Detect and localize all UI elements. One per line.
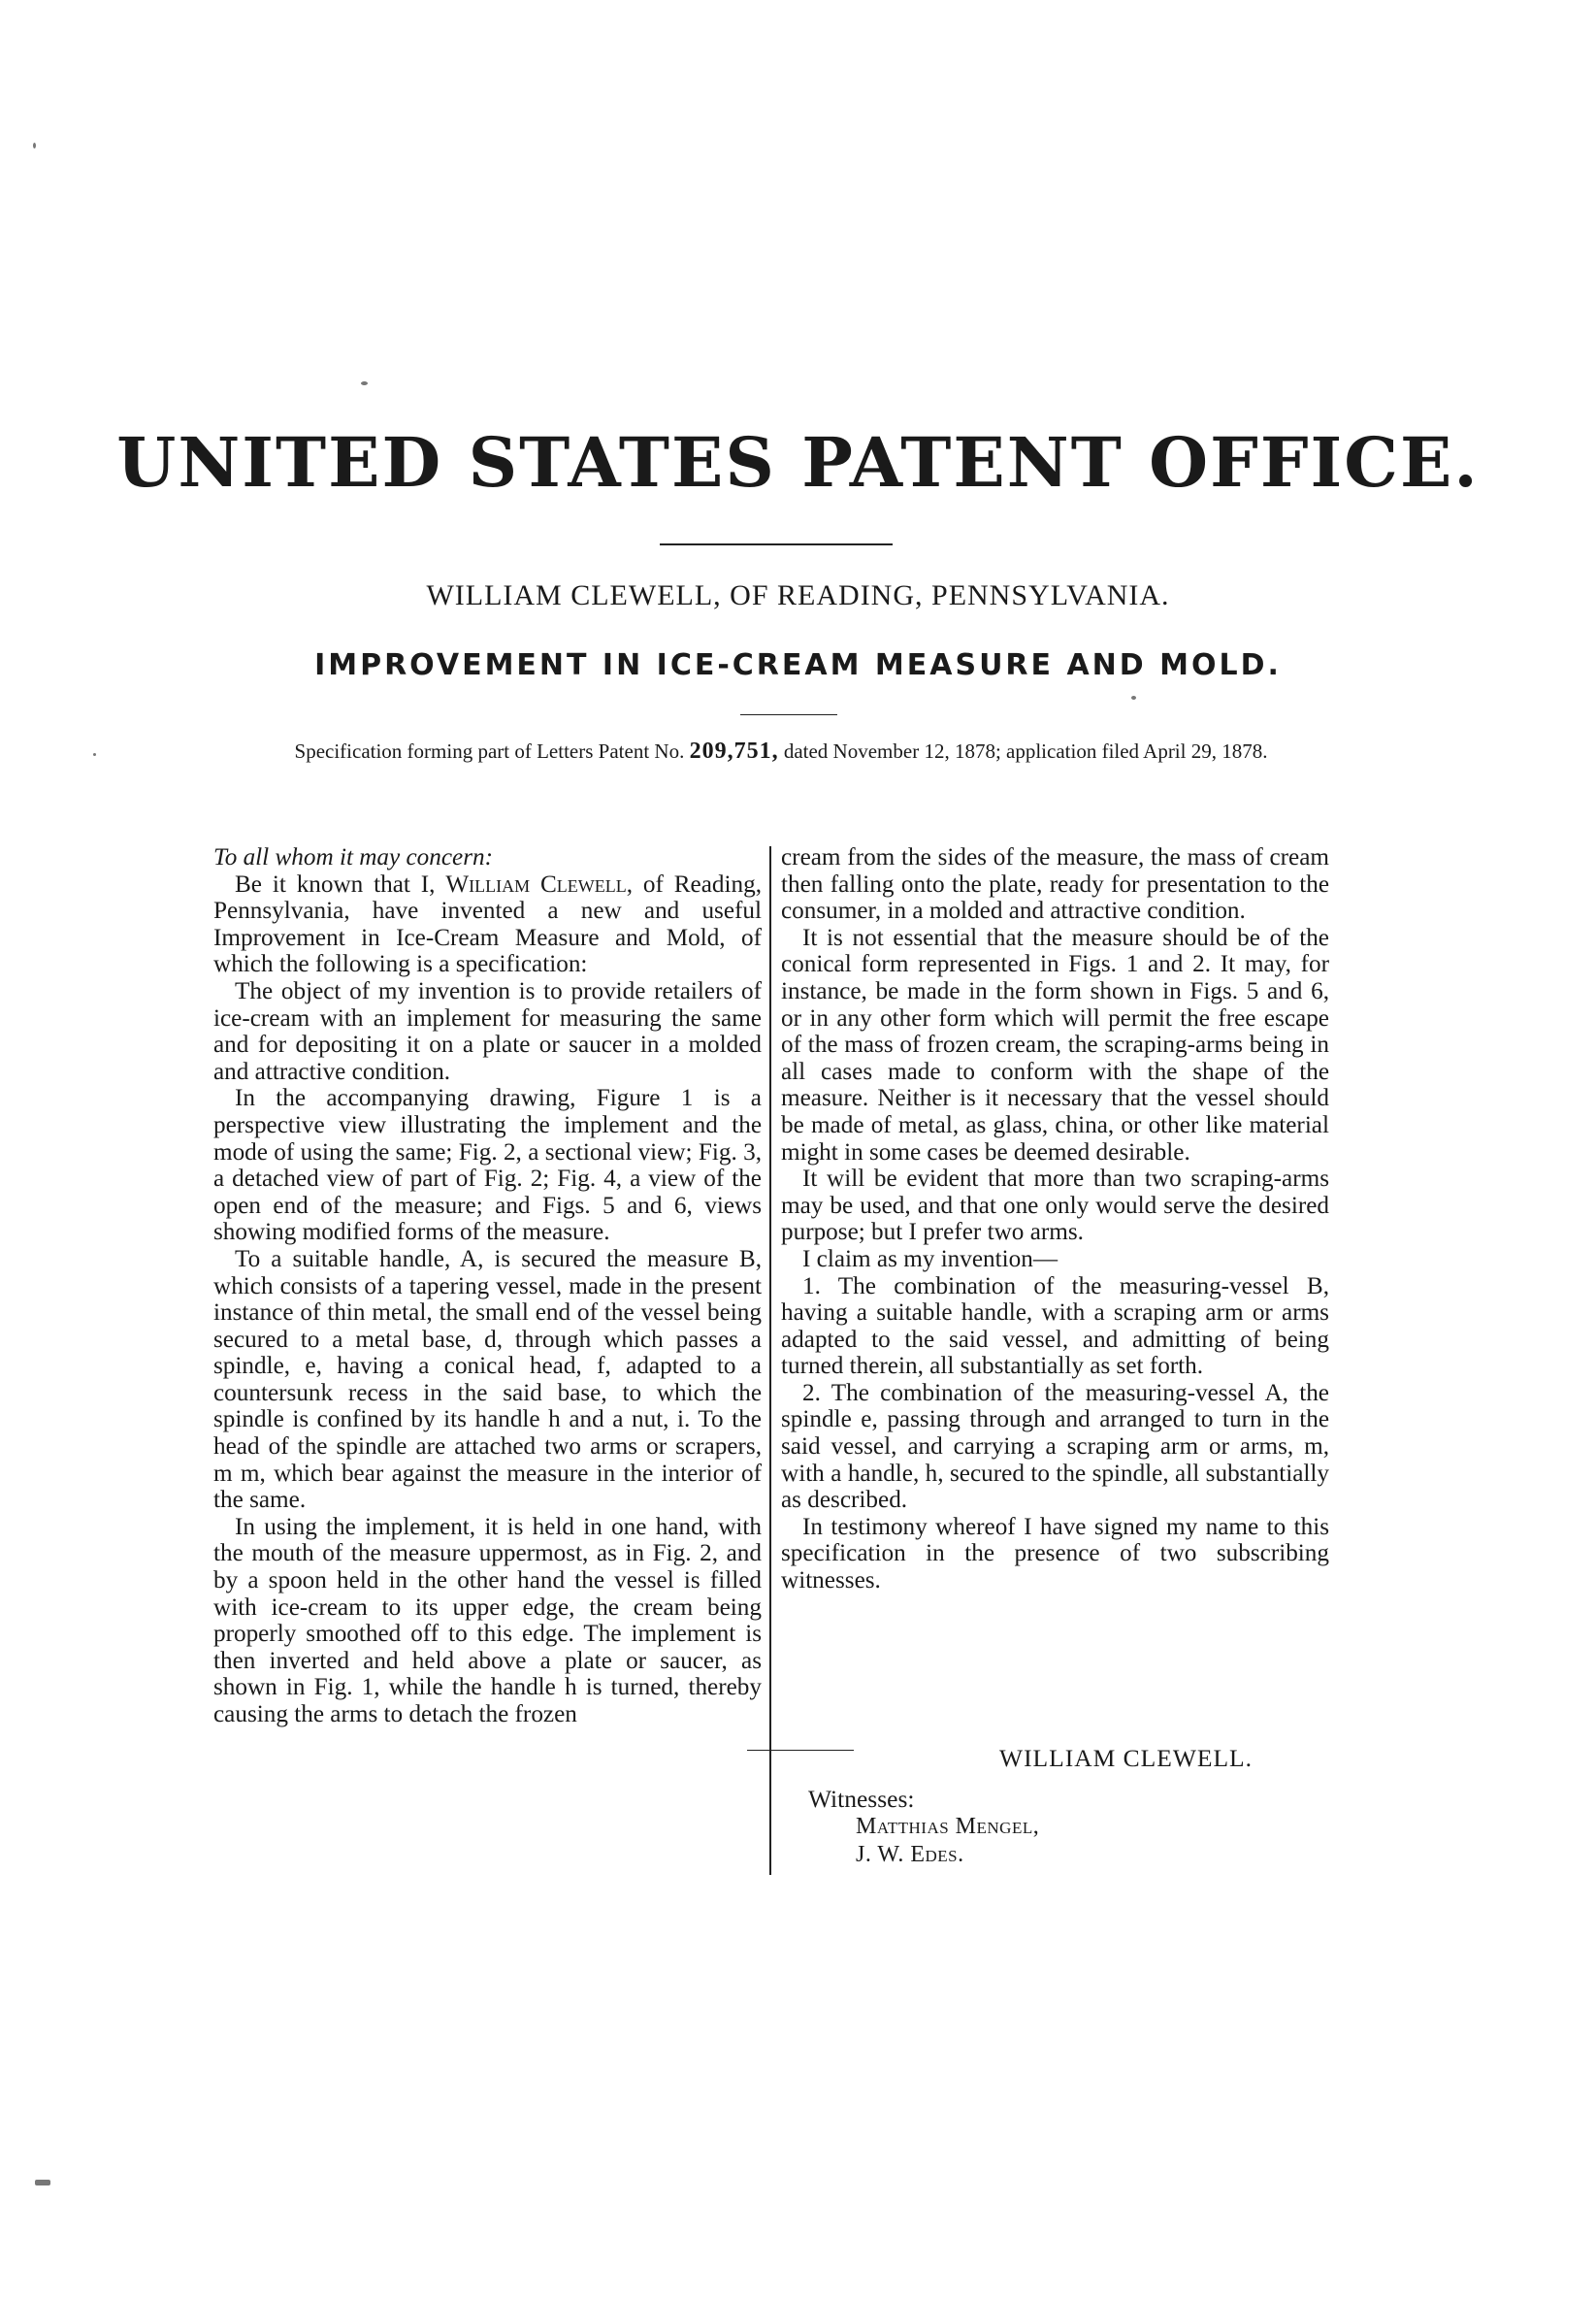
patent-number: 209,751, [689, 739, 779, 764]
title-rule [740, 714, 837, 715]
salutation: To all whom it may concern: [213, 844, 494, 871]
signature-rule [747, 1750, 854, 1751]
scan-speck [35, 2180, 50, 2185]
spec-suffix: dated November 12, 1878; application filed April 29, 1878. [778, 739, 1268, 763]
inventor-line: WILLIAM CLEWELL, OF READING, PENNSYLVANIA. [426, 579, 1170, 611]
paragraph-usage: In using the implement, it is held in one hand, with the mouth of the measure uppermost, as in Fig. 2, and by a spoon held in the other hand the vessel is filled with ice-cream to its upper edge, the cream being properly smoothed off to this edge. The implement is then inverted and held above a plate or saucer, as shown in Fig. 1, while the handle h is turned, thereby causing the arms to detach the frozen [213, 1513, 762, 1727]
column-divider [769, 846, 771, 1875]
invention-title: IMPROVEMENT IN ICE-CREAM MEASURE AND MOLD. [314, 648, 1282, 682]
specification-line [233, 738, 1329, 766]
paragraph-object: The object of my invention is to provide retailers of ice-cream with an implement for measuring the same and for depositing it on a plate or saucer in a molded and attractive condition. [213, 977, 762, 1085]
spec-prefix: Specification forming part of Letters Patent No. [294, 739, 690, 763]
witness-name: J. W. Edes. [856, 1842, 964, 1867]
paragraph-intro [213, 871, 762, 978]
claim-2: 2. The combination of the measuring-vessel A, the spindle e, passing through and arranged to turn in the said vessel, and carrying a scraping arm or arms, m, with a handle, h, secured to the spindle, all substantially as described. [781, 1379, 1329, 1514]
testimony: In testimony whereof I have signed my name to this specification in the presence of two subscribing witnesses. [781, 1513, 1329, 1594]
paragraph-drawing: In the accompanying drawing, Figure 1 is a perspective view illustrating the implement and the mode of using the same; Fig. 2, a sectional view; Fig. 3, a detached view of part of Fig. 2; Fig. 4, a view of the open end of the measure; and Figs. 5 and 6, views showing modified forms of the measure. [213, 1085, 762, 1246]
right-column [781, 844, 1329, 1594]
heading-rule [660, 543, 893, 545]
left-column [213, 844, 762, 1728]
intro-before: Be it known that I, [235, 871, 446, 898]
witness-name: Matthias Mengel, [856, 1814, 1040, 1839]
scan-speck [361, 381, 368, 385]
office-heading: UNITED STATES PATENT OFFICE. [116, 422, 1480, 503]
paragraph-arms: It will be evident that more than two scraping-arms may be used, and that one only would serve the desired purpose; but I prefer two arms. [781, 1166, 1329, 1246]
intro-after: , of Reading, Pennsylvania, have invented a new and useful Improvement in Ice-Cream Measure and Mold, of which the following is a specification: [213, 871, 762, 978]
inventor-signature: WILLIAM CLEWELL. [999, 1744, 1254, 1772]
scan-speck [93, 753, 96, 756]
claim-intro: I claim as my invention— [802, 1245, 1059, 1272]
paragraph-form: It is not essential that the measure should be of the conical form represented in Figs. 1 and 2. It may, for instance, be made in the form shown in Figs. 5 and 6, or in any other form which will permit the free escape of the mass of frozen cream, the scraping-arms being in all cases made to conform with the shape of the measure. Neither is it necessary that the vessel should be made of metal, as glass, china, or other like material might in some cases be deemed desirable. [781, 924, 1329, 1166]
inventor-name: William Clewell [445, 871, 627, 898]
witnesses-label: Witnesses: [808, 1785, 915, 1813]
scan-speck [1131, 696, 1136, 700]
scan-speck [33, 143, 36, 148]
claim-1: 1. The combination of the measuring-vessel B, having a suitable handle, with a scraping arm or arms adapted to the said vessel, and admitting of being turned therein, all substantially as set forth. [781, 1272, 1329, 1380]
paragraph-continued: cream from the sides of the measure, the mass of cream then falling onto the plate, ready for presentation to the consumer, in a molded and attractive condition. [781, 844, 1329, 925]
paragraph-construction: To a suitable handle, A, is secured the measure B, which consists of a tapering vessel, made in the present instance of thin metal, the small end of the vessel being secured to a metal base, d, through which passes a spindle, e, having a conical head, f, adapted to a countersunk recess in the said base, to which the spindle is confined by its handle h and a nut, i. To the head of the spindle are attached two arms or scrapers, m m, which bear against the measure in the interior of the same. [213, 1245, 762, 1514]
